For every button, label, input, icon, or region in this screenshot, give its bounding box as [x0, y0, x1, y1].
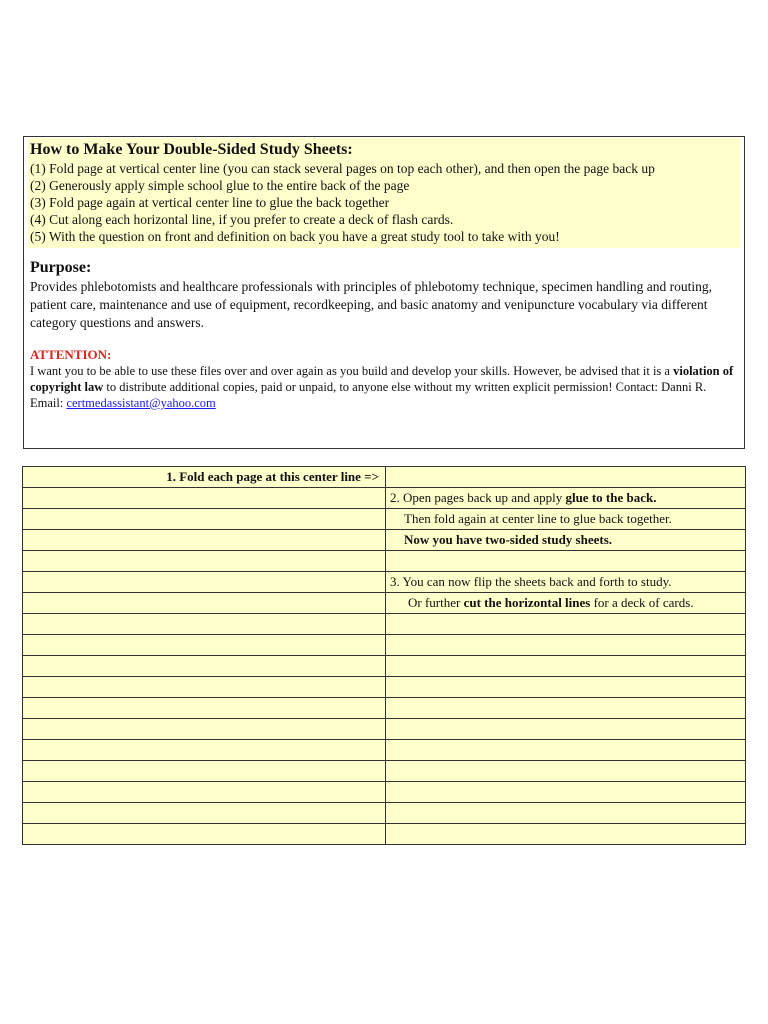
instruction-step-5: (5) With the question on front and definition on back you have a great study tool to take with you! — [30, 229, 560, 244]
attention-section — [30, 347, 738, 411]
table-cell — [386, 824, 746, 845]
step-3-suffix: for a deck of cards. — [590, 595, 694, 610]
step-3-line-1: 3. You can now flip the sheets back and forth to study. — [386, 572, 746, 593]
table-cell — [386, 677, 746, 698]
table-row — [23, 803, 746, 824]
table-cell — [386, 656, 746, 677]
table-cell — [23, 677, 386, 698]
instructions-section — [28, 138, 740, 248]
instructions-title: How to Make Your Double-Sided Study Sheets: — [30, 141, 353, 158]
instructions-box — [23, 136, 745, 449]
table-row — [23, 677, 746, 698]
table-row — [23, 614, 746, 635]
table-cell — [23, 698, 386, 719]
table-cell — [23, 719, 386, 740]
instruction-step-1: (1) Fold page at vertical center line (you can stack several pages on top each other), and then open the page back up — [30, 161, 655, 176]
instruction-step-3: (3) Fold page again at vertical center line to glue the back together — [30, 195, 390, 210]
email-link[interactable]: certmedassistant@yahoo.com — [66, 396, 216, 410]
step-2-cell — [386, 488, 746, 509]
table-row — [23, 593, 746, 614]
attention-label: ATTENTION: — [30, 347, 112, 362]
purpose-section — [30, 258, 738, 332]
table-row — [23, 467, 746, 488]
table-row — [23, 572, 746, 593]
table-cell — [386, 719, 746, 740]
table-row — [23, 488, 746, 509]
table-cell — [23, 509, 386, 530]
copyright-warning: violation of copyright law — [30, 364, 734, 394]
table-cell — [386, 551, 746, 572]
table-row — [23, 719, 746, 740]
table-cell — [23, 530, 386, 551]
step-3-line-2 — [386, 593, 746, 614]
step-3-prefix: Or further — [408, 595, 464, 610]
table-cell — [386, 635, 746, 656]
table-cell — [386, 698, 746, 719]
attention-line-2: to distribute additional copies, paid or unpaid, to anyone else without my written explicit permission! Contact: Danni R. Email: — [30, 380, 707, 410]
attention-text — [30, 363, 738, 411]
table-cell — [23, 488, 386, 509]
table-cell — [386, 803, 746, 824]
table-cell — [23, 761, 386, 782]
purpose-text: Provides phlebotomists and healthcare professionals with principles of phlebotomy technique, specimen handling and routing, patient care, maintenance and use of equipment, recordkeeping, and basic anatomy and venipuncture vocabulary via different category questions and answers. — [30, 279, 712, 330]
fold-table — [22, 466, 746, 845]
table-cell — [386, 467, 746, 488]
table-row — [23, 761, 746, 782]
table-cell — [23, 593, 386, 614]
table-row — [23, 635, 746, 656]
table-cell — [23, 551, 386, 572]
table-row — [23, 509, 746, 530]
table-cell — [23, 740, 386, 761]
table-cell — [23, 656, 386, 677]
table-cell — [386, 614, 746, 635]
table-cell — [386, 740, 746, 761]
glue-emphasis: glue to the back. — [565, 490, 657, 505]
table-row — [23, 530, 746, 551]
step-2-line-3: Now you have two-sided study sheets. — [386, 530, 746, 551]
table-row — [23, 698, 746, 719]
table-cell — [23, 614, 386, 635]
table-cell — [23, 782, 386, 803]
instruction-step-2: (2) Generously apply simple school glue to the entire back of the page — [30, 178, 410, 193]
purpose-heading: Purpose: — [30, 259, 92, 276]
table-cell — [386, 782, 746, 803]
table-cell — [23, 803, 386, 824]
cut-emphasis: cut the horizontal lines — [463, 595, 591, 610]
fold-center-line-label: 1. Fold each page at this center line => — [23, 467, 386, 488]
table-row — [23, 551, 746, 572]
instruction-step-4: (4) Cut along each horizontal line, if you prefer to create a deck of flash cards. — [30, 212, 454, 227]
table-row — [23, 740, 746, 761]
table-cell — [23, 635, 386, 656]
table-cell — [23, 824, 386, 845]
table-cell — [386, 761, 746, 782]
table-cell — [23, 572, 386, 593]
step-2-text: 2. Open pages back up and apply — [390, 490, 566, 505]
table-row — [23, 656, 746, 677]
attention-line-1: I want you to be able to use these files over and over again as you build and develop your skills. However, be advised that it is a — [30, 364, 670, 378]
table-row — [23, 782, 746, 803]
table-row — [23, 824, 746, 845]
step-2-line-2: Then fold again at center line to glue back together. — [386, 509, 746, 530]
